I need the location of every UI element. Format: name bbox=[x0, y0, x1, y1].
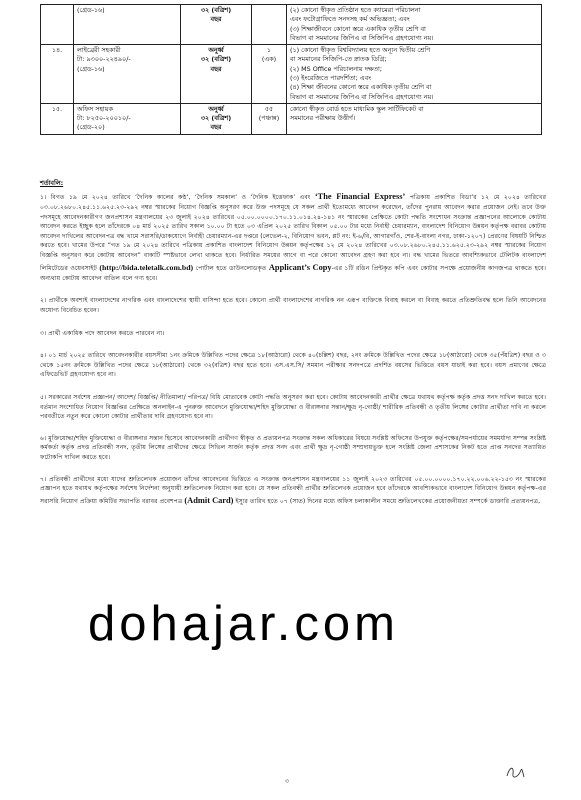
condition-6: ৬। মুক্তিযোদ্ধা/শহিদ মুক্তিযোদ্ধা ও বীরাঙ্গনার সন্তান হিসেবে আবেদনকারী প্রার্থীগণ স্বীকৃত ও প্রত্যয়নপত্র সংক্রান্ত সকল অধিকারের বিষয়ে সংশ্লিষ্ট অফিসের উপযুক্ত কর্তৃপক্ষের/সমপর্যায়ের সমমর্যাদা সম্পন্ন সংশ্লিষ্ট কর্মকর্তা কর্তৃক প্রদত্ত প্রতিবন্ধী সনদ, তৃতীয় লিঙ্গের প্রার্থীদের ক্ষেত্রে সিভিল সার্জন কর্তৃক প্রদত্ত সনদ এবং প্রার্থী ক্ষুদ্র নৃ-গোষ্ঠী সম্প্রদায়ভুক্ত হলে সংশ্লিষ্ট জেলা প্রশাসকের নিকট হতে প্রাপ্ত সনদের সত্যায়িত ফটোকপি দাখিল করতে হবে। bbox=[40, 434, 546, 461]
condition-1 bbox=[40, 190, 546, 283]
condition-1-text-c: পোর্টাল হতে ডাউনলোডকৃত bbox=[193, 264, 269, 272]
age-limit-cell-line: বছর bbox=[210, 64, 222, 73]
serial-cell: ১৪. bbox=[41, 45, 74, 104]
post-cell-line: অফিস সহায়ক bbox=[77, 104, 113, 113]
age-limit-cell-line: ৩২ (বত্রিশ) bbox=[200, 55, 232, 64]
condition-3: ৩। প্রার্থী একাধিক পদে আবেদন করতে পারবেন না। bbox=[40, 329, 165, 337]
post-cell-line: (গ্রেড-১৬) bbox=[77, 6, 105, 14]
post-cell bbox=[74, 5, 181, 45]
job-table bbox=[40, 4, 542, 135]
age-limit-cell-line: ৩২ (বত্রিশ) bbox=[200, 6, 232, 14]
age-limit-cell-line: বছর bbox=[210, 123, 222, 132]
qualification-cell-line: কোনো স্বীকৃত বোর্ড হতে মাধ্যমিক স্কুল সার্টিফিকেট বা bbox=[290, 104, 424, 113]
qualification-cell-line: (৩) ইংরেজিতে পারদর্শিতা; এবং bbox=[290, 73, 371, 82]
condition-5: ৫। সরকারের সর্বশেষ প্রজ্ঞাপন/ আদেশ/ বিজ্ঞপ্তি/ নীতিমালা/ পরিপত্র/ বিধি মোতাবেক কোটা পদ্ধতি অনুসরণ করা হবে। কোটায় আবেদনকারী প্রার্থীর ক্ষেত্রে যথাযথ কর্তৃপক্ষ কর্তৃক প্রদত্ত সনদ দাখিল করতে হবে। বর্তমান সংশোধিত নিয়োগ বিজ্ঞপ্তির প্রেক্ষিতে অনলাইন-এ পুনরুক্ত আবেদনে মুক্তিযোদ্ধা/শহিদ মুক্তিযোদ্ধা ও বীরাঙ্গনার সন্তান/ক্ষুদ্র নৃ-গোষ্ঠী/ শারীরিক প্রতিবন্ধী ও তৃতীয় লিঙ্গের কোটার প্রার্থীতা দাবি না করলে পরবর্তীতে নতুন করে কোনো কোটার প্রার্থীতার দাবি গ্রহণযোগ্য হবে না। bbox=[40, 393, 546, 421]
age-limit-cell bbox=[181, 45, 252, 104]
vacancy-count-cell-line: ১ bbox=[266, 46, 272, 55]
post-cell bbox=[74, 103, 181, 134]
qualification-cell-line: (৪) শিক্ষা জীবনের কোনো স্তরে একাধিক তৃতীয় শ্রেণি বা bbox=[290, 83, 432, 92]
vacancy-count-cell-line: (এক) bbox=[261, 55, 277, 64]
condition-7-text-a: ৭। প্রতিবন্ধী প্রার্থীদের মধ্যে যাদের শ্রুতিলেখক প্রয়োজন তাঁদের আবেদনের ভিত্তিতে এ সংক্রান্ত জনপ্রশাসন মন্ত্রণালয়ের ১১ জুলাই ২০২৩ তারিখের ০৫.০০.০০০০.১৭০.২২.০০৬.২২-১৫৩ নং স্মারকের প্রজ্ঞাপন হতে যথাযথ কর্তৃপক্ষের সর্বশেষ নির্দেশনা অনুযায়ী শ্রুতিলেখক নিয়োগ করা হবে। যে সকল প্রতিবন্ধী প্রার্থীর শ্রুতিলেখক প্রয়োজন হবে তাঁদেরকে আবশ্যিকভাবে বাংলাদেশ বিনিয়োগ উন্নয়ন কর্তৃপক্ষ-এর সরাসরি নিয়োগ প্রক্রিয়া কমিটির সভাপতি বরাবর প্রবেশপত্র bbox=[40, 475, 546, 505]
table-row bbox=[41, 5, 542, 45]
teletalk-url: (http://bida.teletalk.com.bd) bbox=[99, 262, 194, 272]
condition-4: ৪। ০১ মার্চ ২০২৫ তারিখে আবেদনকারীর বয়সসীমা ১নং ক্রমিকে উল্লিখিত পদের ক্ষেত্রে ১৮(আঠারো) থেকে ৪০(চল্লিশ) বছর, ২নং ক্রমিকে উল্লিখিত পদের ক্ষেত্রে ১৮(আঠারো) থেকে ৩৫(পঁয়ত্রিশ) বছর ও ৩ থেকে ১৫নং ক্রমিকে উল্লিখিত পদের ক্ষেত্রে ১৮(আঠারো) থেকে ৩২(বত্রিশ) বছর হতে হবে। এস.এস.সি/ সমমান পরীক্ষার সনদপত্রে প্রদর্শিত বয়সের ভিত্তিতে বয়স যাচাই করা হবে। বয়স প্রমাণের ক্ষেত্রে এফিডেভিট গ্রহণযোগ্য হবে না। bbox=[40, 352, 546, 379]
signature-mark bbox=[504, 762, 526, 782]
qualification-cell-line: বিভাগ বা সমমানের জিপিএ বা সিজিপিএ গ্রহণযোগ্য নয়। bbox=[290, 33, 434, 42]
post-cell bbox=[74, 45, 181, 104]
qualification-cell-line: বা সমমানের সিজিপি-তে স্নাতক ডিগ্রি; bbox=[290, 55, 387, 64]
vacancy-count-cell bbox=[252, 45, 287, 104]
vacancy-count-cell bbox=[252, 5, 287, 45]
page-number: ৩ bbox=[285, 778, 289, 785]
age-limit-cell-line: অনুর্ধ্ব bbox=[208, 46, 224, 55]
qualification-cell-line: সমমানের পরীক্ষায় উত্তীর্ণ। bbox=[290, 114, 356, 123]
post-cell-line: টা: ৮২৫০-২০০১০/- bbox=[77, 114, 131, 123]
post-cell-line: (গ্রেড-২০) bbox=[77, 123, 105, 132]
condition-2: ২। প্রার্থীকে অবশ্যই বাংলাদেশের নাগরিক এবং বাংলাদেশের স্থায়ী বাসিন্দা হতে হবে। কোনো প্রার্থী বাংলাদেশের নাগরিক নন এরূপ ব্যক্তিকে বিবাহ করলে বা বিবাহ করতে প্রতিশ্রুতিবদ্ধ হলে তিনি আবেদনের অযোগ্য বিবেচিত হবেন। bbox=[40, 297, 546, 314]
condition-1-newspaper-name: ‘The Financial Express’ bbox=[314, 191, 406, 201]
age-limit-cell-line: বছর bbox=[210, 15, 222, 24]
vacancy-count-cell-line: ৫৫ bbox=[264, 104, 274, 113]
applicant-copy-label: Applicant’s Copy bbox=[268, 262, 332, 272]
serial-cell: ১৫. bbox=[41, 103, 74, 134]
age-limit-cell-line: অনুর্ধ্ব bbox=[208, 104, 224, 113]
age-limit-cell bbox=[181, 103, 252, 134]
qualification-cell bbox=[287, 45, 542, 104]
table-row bbox=[41, 103, 542, 134]
post-cell-line: টা: ৯৩০০-২২৪৯০/- bbox=[77, 55, 131, 64]
qualification-cell-line: (২) MS Office পরিচালনায় দক্ষতা; bbox=[290, 64, 383, 73]
qualification-cell-line: বিভাগ বা সমমানের জিপিএ বা সিজিপিএ গ্রহণযোগ্য নয়। bbox=[290, 92, 434, 101]
serial-cell bbox=[41, 5, 74, 45]
admit-card-label: (Admit Card) bbox=[184, 495, 234, 505]
post-cell-line: (গ্রেড-১৬) bbox=[77, 64, 105, 73]
qualification-cell bbox=[287, 5, 542, 45]
condition-1-text-a: ১। বিগত ১৯ মে ২০২৪ তারিখে ‘দৈনিক কালের কণ্ঠ’, ‘দৈনিক সমকাল’ ও ‘দৈনিক ইত্তেফাক’ এবং bbox=[40, 193, 315, 201]
table-row bbox=[41, 45, 542, 104]
qualification-cell bbox=[287, 103, 542, 134]
qualification-cell-line: (১) কোনো স্বীকৃত বিশ্ববিদ্যালয় হতে অন্যূন দ্বিতীয় শ্রেণি bbox=[290, 46, 431, 55]
qualification-cell-line: (২) কোনো স্বীকৃত প্রতিষ্ঠান হতে ক্যামেরা পরিচালনা bbox=[290, 6, 421, 14]
condition-7 bbox=[40, 475, 546, 507]
age-limit-cell bbox=[181, 5, 252, 45]
vacancy-count-cell bbox=[252, 103, 287, 134]
conditions-heading: শর্তাবলি: bbox=[40, 179, 64, 187]
conditions-section bbox=[40, 179, 546, 507]
age-limit-cell-line: ৩২ (বত্রিশ) bbox=[200, 114, 232, 123]
post-cell-line: লাইব্রেরী সহকারী bbox=[77, 46, 121, 55]
condition-1-text-b: পত্রিকায় প্রকাশিত বিডা’র ১২ মে ২০২৪ তারিখের ০৩.০৮.২৬৮০.২৪৫.১১.৬২৫.২৩-২৯২ নম্বর স্মারকের নিয়োগ বিজ্ঞপ্তি অনুসরণ করে উক্ত পদসমূহে যে সকল প্রার্থী ইতোমধ্যে আবেদন করেছেন, তাঁদের পুনরায় আবেদন করার প্রয়োজন নেই। তবে উক্ত পদসমূহে আবেদনকারীগণ জনপ্রশাসন মন্ত্রণালয়ের ২৩ জুলাই ২০২৪ তারিখের ০৫.০০.০০০০.১৭০.১১.০১৪.২৪-১৪১ নং স্মারকের প্রেক্ষিতে কোটা পদ্ধতি সংশোধন সংক্রান্ত প্রজ্ঞাপনের আলোকে কোটায় আবেদন করতে ইচ্ছুক হলে তাঁদেরকে ০৪ মার্চ ২০২৫ তারিখ সকাল ১০.০০ টা হতে ০৩ এপ্রিল ২০২৫ তারিখ বিকাল ০৫.০০ টার মধ্যে নির্বাহী চেয়ারম্যান, বাংলাদেশ বিনিয়োগ উন্নয়ন কর্তৃপক্ষ বরাবর কোটায় আবেদন দাখিলের আবেদনপত্র বদ্ধ খামে সরাসরি/ডাকযোগে নির্বাহী চেয়ারম্যান-এর দপ্তরে (লেভেল-২, বিনিয়োগ ভবন, প্লট নং: ই-৬/বি, আগারগাঁও, শের-ই-বাংলা নগর, ঢাকা-১২০৭) প্রেরণের বিষয়টি নিশ্চিত করতে হবে। খামের উপরে “গত ১৯ মে ২০২৪ তারিখে পত্রিকায় প্রকাশিত বাংলাদেশ বিনিয়োগ উন্নয়ন কর্তৃপক্ষের ১২ মে ২০২৪ তারিখের ০৩.০৮.২৬৮০.২৪৫.১১.৬২৫.২৩-২৯২ নম্বর স্মারকের নিয়োগ বিজ্ঞপ্তি অনুসরণ করে কোটায় আবেদন” বাক্যটি স্পষ্টভাবে লেখা থাকতে হবে। নির্ধারিত সময়ের আগে বা পরে কোনো আবেদন গ্রহণ করা হবে না। বদ্ধ খামের ভিতরে আবশ্যিকভাবে টেলিটক বাংলাদেশ লিমিটেডের ওয়েবসাইট bbox=[40, 193, 546, 272]
watermark-text: dohajar.com bbox=[88, 597, 399, 651]
vacancy-count-cell-line: (পঞ্চান্ন) bbox=[258, 114, 280, 123]
qualification-cell-line: (৩) শিক্ষাজীবনে কোনো স্তরে একাধিক তৃতীয় শ্রেণি বা bbox=[290, 24, 426, 33]
qualification-cell-line: এবং ফটোগ্রাফিতে সনদসহ কর্ম অভিজ্ঞতা; এবং bbox=[290, 15, 410, 24]
condition-1-text-d: -এর ১টি রঙিন প্রিন্টকৃত কপি এবং কোটার সপক্ষে প্রয়োজনীয় কাগজপত্র থাকতে হবে। অন্যথায় কোটায় আবেদন বাতিল বলে গণ্য হবে। bbox=[40, 264, 546, 282]
condition-7-text-b: ইস্যুর তারিখ হতে ০৭ (সাত) দিনের মধ্যে অফিস চলাকালীন সময়ে শ্রুতিলেখকের প্রয়োজনীয়তা সম্পর্কে ডাক্তারি প্রত্যয়নপত্র, bbox=[233, 497, 541, 505]
